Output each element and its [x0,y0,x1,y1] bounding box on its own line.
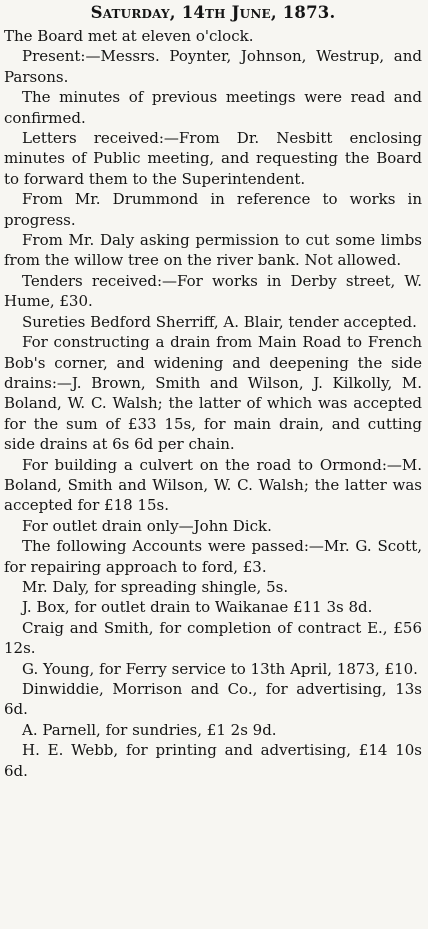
paragraph-sureties: Sureties Bedford Sherriff, A. Blair, tender accepted. [22,312,417,331]
paragraph-account-craig-smith: Craig and Smith, for completion of contract E., £56 12s. [4,618,422,658]
paragraph-account-dinwiddie: Dinwiddie, Morrison and Co., for advertising, 13s 6d. [4,680,422,719]
paragraph-opening: The Board met at eleven o'clock. [4,27,254,45]
paragraph-drummond: From Mr. Drummond in reference to works in progress. [4,190,422,229]
paragraph-outlet-drain: For outlet drain only—John Dick. [22,516,272,535]
paragraph-culvert: For building a culvert on the road to Ormond:—M. Boland, Smith and Wilson, W. C. Walsh; the latter was accepted for £18 15s. [4,455,422,515]
paragraph-tenders: Tenders received:—For works in Derby street, W. Hume, £30. [4,271,422,311]
paragraph-account-webb: H. E. Webb, for printing and advertising, £14 10s 6d. [4,741,422,780]
paragraph-account-daly: Mr. Daly, for spreading shingle, 5s. [22,577,289,596]
paragraph-account-box: J. Box, for outlet drain to Waikanae £11 3s 8d. [22,598,373,617]
date-heading: Saturday, 14th June, 1873. [90,3,336,22]
paragraph-daly-request: From Mr. Daly asking permission to cut some limbs from the willow tree on the river bank. Not allowed. [4,231,422,270]
paragraph-account-parnell: A. Parnell, for sundries, £1 2s 9d. [22,720,277,739]
paragraph-minutes: The minutes of previous meetings were read and confirmed. [4,88,422,127]
paragraph-account-young: G. Young, for Ferry service to 13th April, 1873, £10. [22,659,418,678]
paragraph-main-drain: For constructing a drain from Main Road to French Bob's corner, and widening and deepening the side drains:—J. Brown, Smith and Wilson, J. Kilkolly, M. Boland, W. C. Walsh; the latter of which was accepted for the sum of £33 15s, for main drain, and cutting side drains at 6s 6d per chain. [4,333,422,454]
paragraph-letters-received: Letters received:—From Dr. Nesbitt enclosing minutes of Public meeting, and requesting the Board to forward them to the Superintendent. [4,129,422,188]
paragraph-present: Present:—Messrs. Poynter, Johnson, Westrup, and Parsons. [4,47,422,86]
paragraph-accounts: The following Accounts were passed:—Mr. G. Scott, for repairing approach to ford, £3. [4,537,422,576]
